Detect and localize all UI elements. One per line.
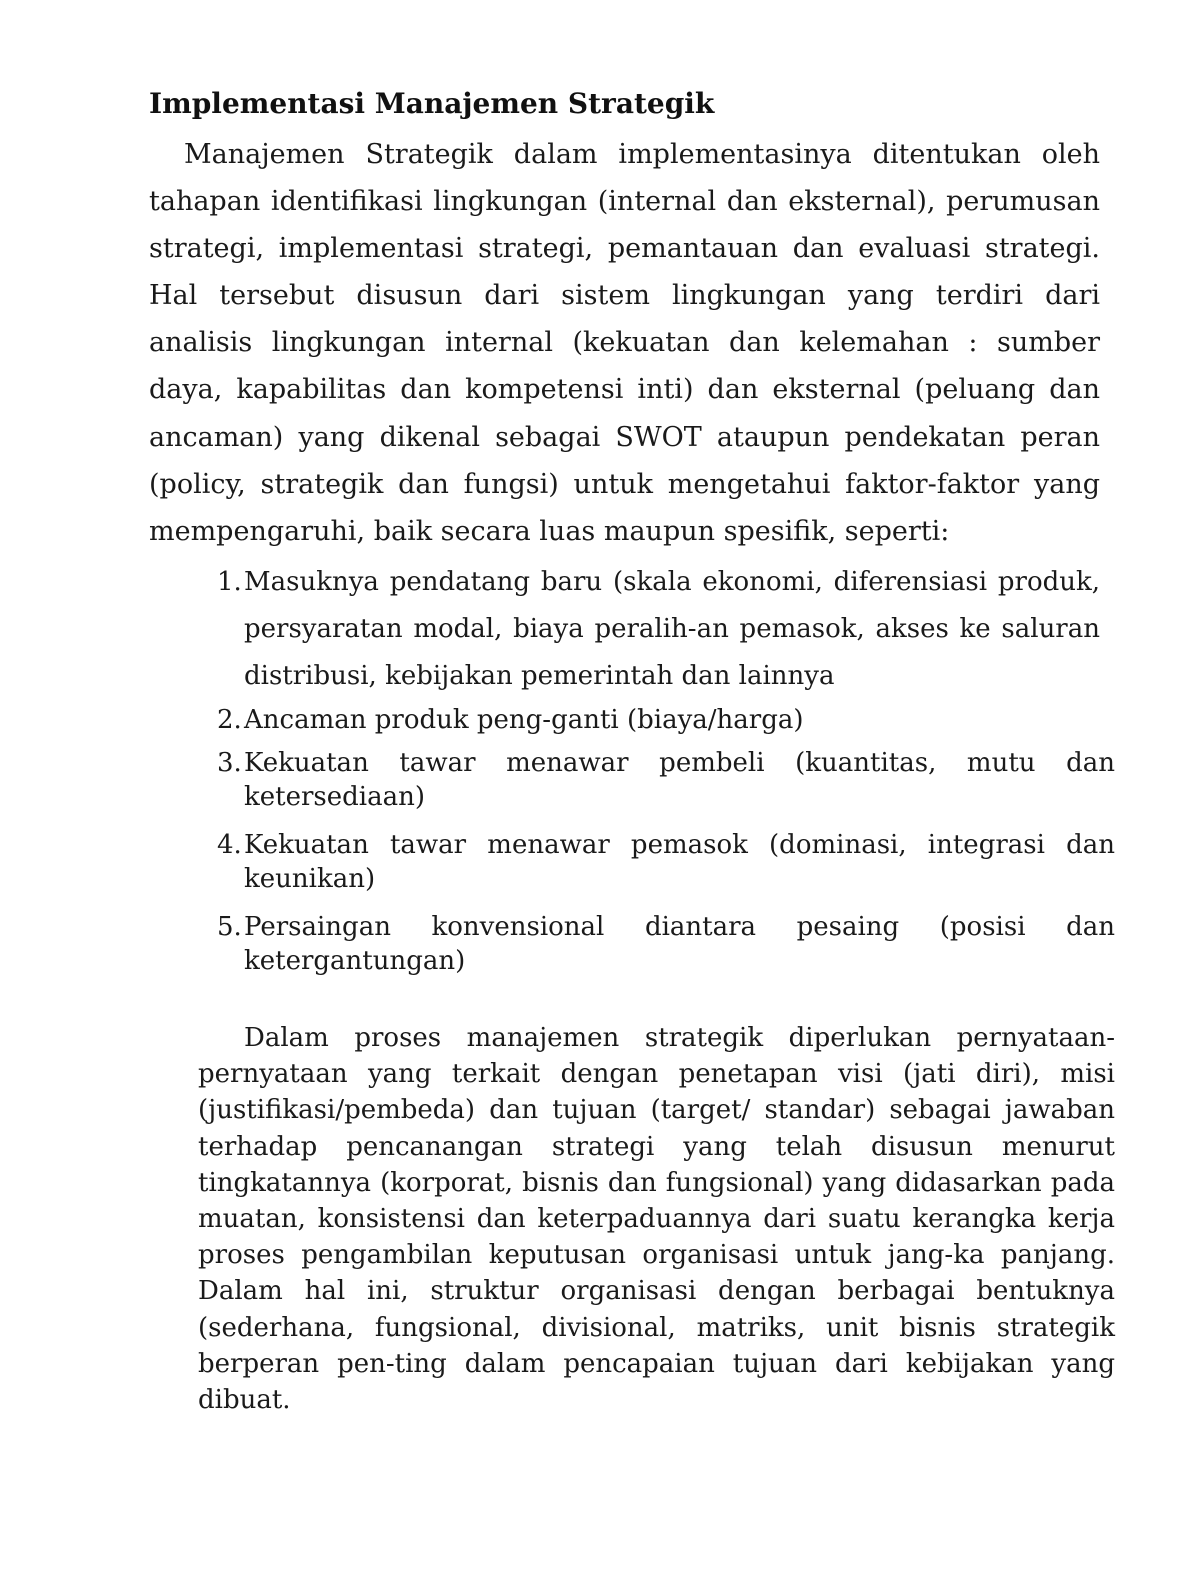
list-item-text: Kekuatan tawar menawar pemasok (dominasi, integrasi dan keunikan) xyxy=(244,830,1115,894)
list-item xyxy=(149,559,1100,700)
list-item xyxy=(149,746,1115,828)
list-item-text: Ancaman produk peng-ganti (biaya/harga) xyxy=(244,705,804,735)
process-paragraph: Dalam proses manajemen strategik diperlukan pernyataan-pernyataan yang terkait dengan penetapan visi (jati diri), misi (justifikasi/pembeda) dan tujuan (target/ standar) sebagai jawaban terhadap pencanangan strategi yang telah disusun menurut tingkatannya (korporat, bisnis dan fungsional) yang didasarkan pada muatan, konsistensi dan keterpaduannya dari suatu kerangka kerja proses pengambilan keputusan organisasi untuk jang-ka panjang. Dalam hal ini, struktur organisasi dengan berbagai bentuknya (sederhana, fungsional, divisional, matriks, unit bisnis strategik berperan pen-ting dalam pencapaian tujuan dari kebijakan yang dibuat. xyxy=(198,1023,1115,1416)
factor-list xyxy=(149,559,1115,990)
list-item-number: 1. xyxy=(217,567,242,597)
list-item xyxy=(149,828,1115,910)
list-item-number: 3. xyxy=(217,748,242,778)
list-item-number: 4. xyxy=(217,830,242,860)
list-item xyxy=(149,910,1115,990)
intro-paragraph: Manajemen Strategik dalam implementasinya ditentukan oleh tahapan identifikasi lingkungan (internal dan eksternal), perumusan strategi, implementasi strategi, pemantauan dan evaluasi strategi. Hal tersebut disusun dari sistem lingkungan yang terdiri dari analisis lingkungan internal (kekuatan dan kelemahan : sumber daya, kapabilitas dan kompetensi inti) dan eksternal (peluang dan ancaman) yang dikenal sebagai SWOT ataupun pendekatan peran (policy, strategik dan fungsi) untuk mengetahui faktor-faktor yang mempengaruhi, baik secara luas maupun spesifik, seperti: xyxy=(149,139,1100,547)
list-item xyxy=(149,700,1115,746)
document-title: Implementasi Manajemen Strategik xyxy=(149,87,715,120)
list-item-text: Persaingan konvensional diantara pesaing (posisi dan ketergantungan) xyxy=(244,912,1115,976)
list-item-text: Kekuatan tawar menawar pembeli (kuantitas, mutu dan ketersediaan) xyxy=(244,748,1115,812)
list-item-number: 5. xyxy=(217,912,242,942)
list-item-number: 2. xyxy=(217,705,242,735)
list-item-text: Masuknya pendatang baru (skala ekonomi, diferensiasi produk, persyaratan modal, biaya peralih-an pemasok, akses ke saluran distribusi, kebijakan pemerintah dan lainnya xyxy=(244,567,1100,691)
